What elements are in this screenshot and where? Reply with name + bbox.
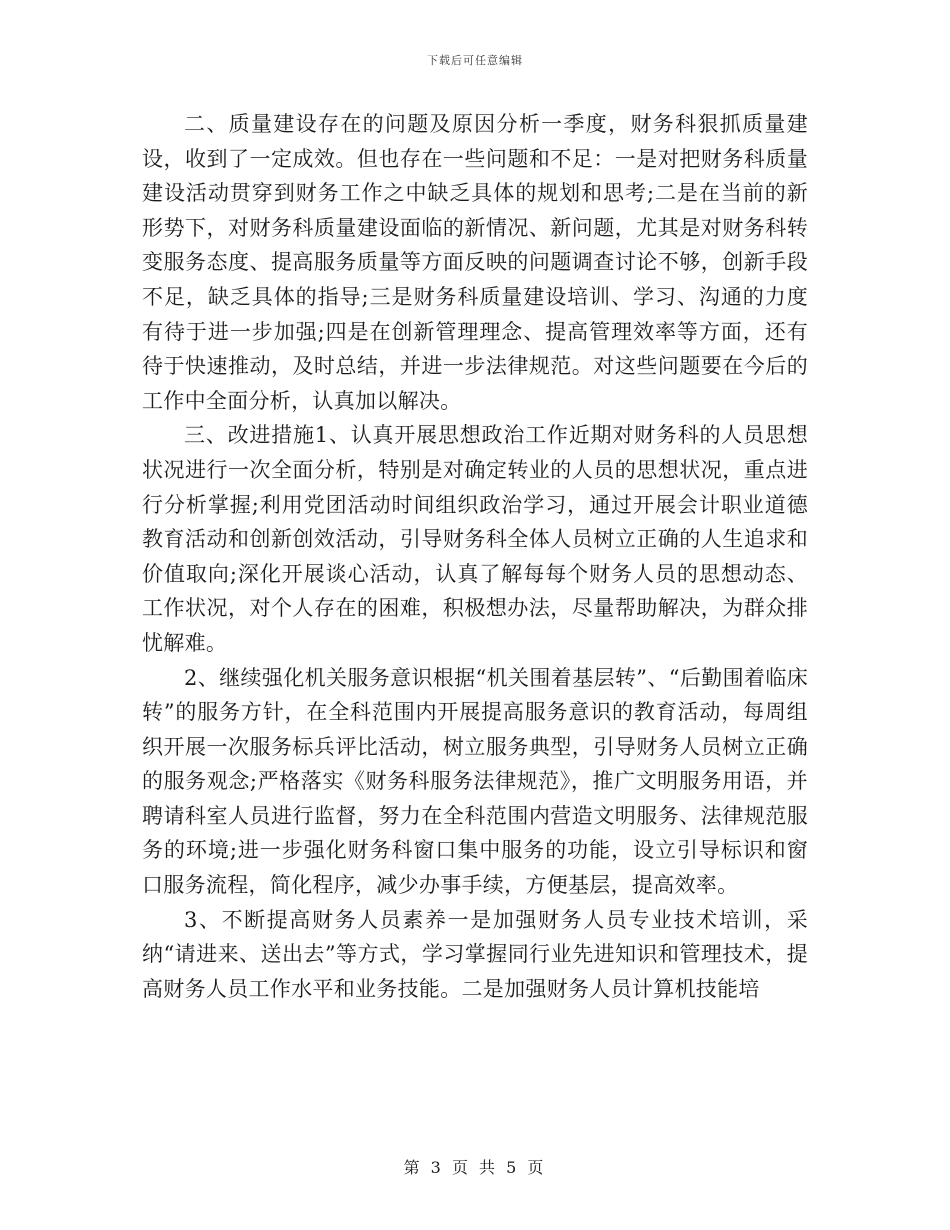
paragraph-improvement-measures: 三、改进措施1、认真开展思想政治工作近期对财务科的人员思想状况进行一次全面分析，特别是对确定转业的人员的思想状况，重点进行分析掌握;利用党团活动时间组织政治学习，通过开展会计职业道德教育活动和创新创效活动，引导财务科全体人员树立正确的人生追求和价值取向;深化开展谈心活动，认真了解每每个财务人员的思想动态、工作状况，对个人存在的困难，积极想办法，尽量帮助解决，为群众排忧解难。 [142, 423, 808, 655]
paragraph-staff-quality: 3、不断提高财务人员素养一是加强财务人员专业技术培训，采纳“请进来、送出去”等方式，学习掌握同行业先进知识和管理技术，提高财务人员工作水平和业务技能。二是加强财务人员计算机技能培 [142, 907, 808, 1001]
page-header: 下载后可任意编辑 [427, 54, 523, 67]
document-body [142, 107, 808, 1006]
paragraph-quality-problems: 二、质量建设存在的问题及原因分析一季度，财务科狠抓质量建设，收到了一定成效。但也存在一些问题和不足：一是对把财务科质量建设活动贯穿到财务工作之中缺乏具体的规划和思考;二是在当前的新形势下，对财务科质量建设面临的新情况、新问题，尤其是对财务科转变服务态度、提高服务质量等方面反映的问题调查讨论不够，创新手段不足，缺乏具体的指导;三是财务科质量建设培训、学习、沟通的力度有待于进一步加强;四是在创新管理理念、提高管理效率等方面，还有待于快速推动，及时总结，并进一步法律规范。对这些问题要在今后的工作中全面分析，认真加以解决。 [142, 112, 808, 413]
page-footer: 第 3 页 共 5 页 [403, 1158, 547, 1177]
paragraph-service-awareness: 2、继续强化机关服务意识根据“机关围着基层转”、“后勤围着临床转”的服务方针，在全科范围内开展提高服务意识的教育活动，每周组织开展一次服务标兵评比活动，树立服务典型，引导财务人员树立正确的服务观念;严格落实《财务科服务法律规范》，推广文明服务用语，并聘请科室人员进行监督，努力在全科范围内营造文明服务、法律规范服务的环境;进一步强化财务科窗口集中服务的功能，设立引导标识和窗口服务流程，简化程序，减少办事手续，方便基层，提高效率。 [142, 665, 808, 898]
